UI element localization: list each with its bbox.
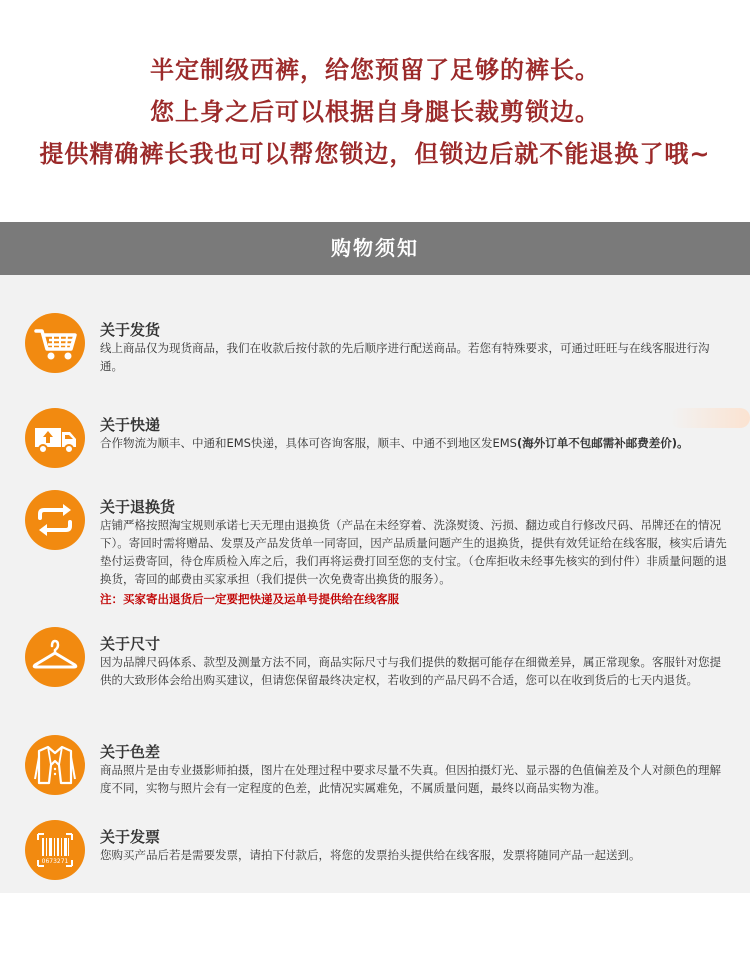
item-body: 您购买产品后若是需要发票，请拍下付款后，将您的发票抬头提供给在线客服，发票将随同产品一起送到。 bbox=[100, 848, 641, 862]
return-warning: 注：买家寄出退货后一定要把快递及运单号提供给在线客服 bbox=[100, 592, 399, 606]
item-body: 线上商品仅为现货商品，我们在收款后按付款的先后顺序进行配送商品。若您有特殊要求，可通过旺旺与在线客服进行沟通。 bbox=[100, 341, 710, 373]
exchange-arrows-icon bbox=[25, 490, 85, 550]
decorative-blur bbox=[670, 408, 750, 428]
item-body: 因为品牌尺码体系、款型及测量方法不同，商品实际尺寸与我们提供的数据可能存在细微差异，属正常现象。客服针对您提供的大致形体会给出购买建议，但请您保留最终决定权，若收到的产品尺码不合适，您可以在收到货后的七天内退货。 bbox=[100, 655, 721, 687]
intro-line-1: 半定制级西裤，给您预留了足够的裤长。 bbox=[150, 56, 600, 84]
item-title: 关于退换货 bbox=[100, 498, 176, 516]
item-body bbox=[100, 434, 728, 452]
item-body-text: 合作物流为顺丰、中通和EMS快递，具体可咨询客服，顺丰、中通不到地区发EMS bbox=[100, 436, 517, 450]
shopping-cart-icon bbox=[25, 313, 85, 373]
item-body: 店铺严格按照淘宝规则承诺七天无理由退换货（产品在未经穿着、洗涤熨烫、污损、翻边或自行修改尺码、吊牌还在的情况下）。寄回时需将赠品、发票及产品发货单一同寄回，因产品质量问题产生的退换货，提供有效凭证给在线客服，核实后请先垫付运费寄回，待仓库质检入库之后，我们再将运费打回至您的支付宝。（仓库拒收未经事先核实的到付件）非质量问题的退换货，寄回的邮费由买家承担（我们提供一次免费寄出换货的服务）。 bbox=[100, 518, 727, 586]
item-title: 关于色差 bbox=[100, 743, 161, 761]
shopping-notice-title: 购物须知 bbox=[331, 236, 419, 260]
item-title: 关于尺寸 bbox=[100, 635, 161, 653]
item-body: 商品照片是由专业摄影师拍摄，图片在处理过程中要求尽量不失真。但因拍摄灯光、显示器的色值偏差及个人对颜色的理解度不同，实物与照片会有一定程度的色差，此情况实属难免，不属质量问题，最终以商品实物为准。 bbox=[100, 763, 721, 795]
delivery-truck-icon bbox=[25, 408, 85, 468]
overseas-note: (海外订单不包邮需补邮费差价)。 bbox=[516, 436, 689, 450]
intro-section bbox=[0, 0, 750, 222]
shopping-notice-panel bbox=[0, 275, 750, 893]
intro-line-2: 您上身之后可以根据自身腿长裁剪锁边。 bbox=[150, 98, 600, 126]
item-title: 关于发票 bbox=[100, 828, 161, 846]
suit-icon bbox=[25, 735, 85, 795]
barcode-number: 0673271 bbox=[41, 858, 69, 865]
intro-line-3: 提供精确裤长我也可以帮您锁边，但锁边后就不能退换了哦~ bbox=[39, 140, 711, 168]
item-title: 关于发货 bbox=[100, 321, 161, 339]
shopping-notice-bar bbox=[0, 222, 750, 275]
hanger-icon bbox=[25, 627, 85, 687]
item-title: 关于快递 bbox=[100, 416, 161, 434]
barcode-icon bbox=[25, 820, 85, 880]
